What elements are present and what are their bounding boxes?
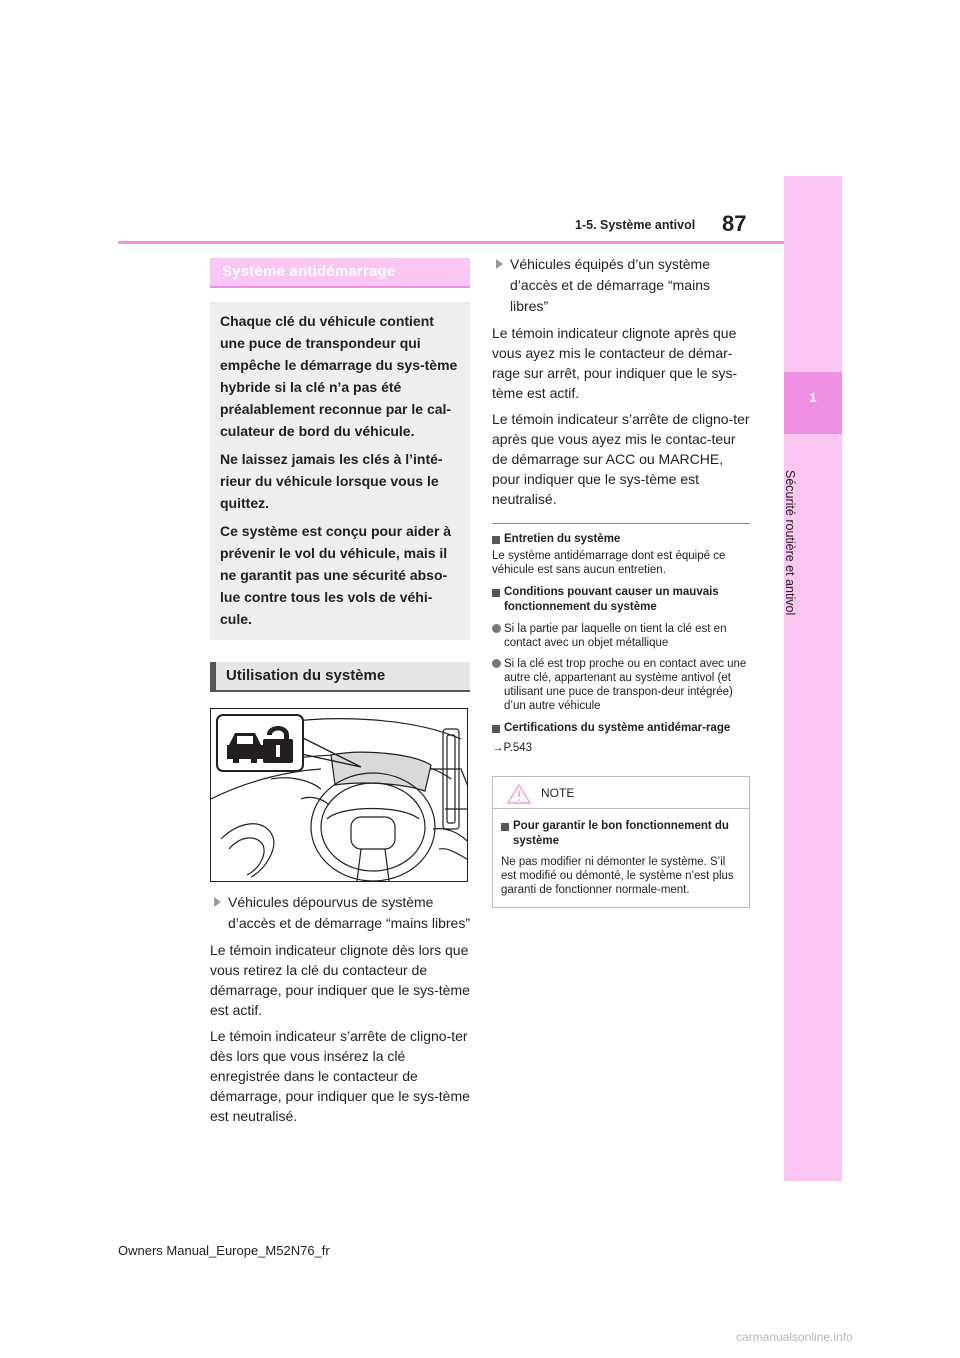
warning-triangle-icon [507,784,531,804]
paragraph: Le témoin indicateur clignote après que vous ayez mis le contacteur de démar-rage sur arrêt, pour indiquer que le sys-tème est actif. [492,325,738,401]
page-reference-link[interactable]: →P.543 [492,742,533,754]
intro-paragraph: Chaque clé du véhicule contient une puce de transpondeur qui empêche le démarrage du sys-tème hybride si la clé n’a pas été préalablement reconnue par le cal-culateur de bord du véhicule. [220,313,458,439]
paragraph: Le témoin indicateur clignote dès lors que vous retirez la clé du contacteur de démarrage, pour indiquer que le sys-tème est actif. [210,942,470,1018]
right-column [492,254,750,908]
subheading-conditions: Conditions pouvant causer un mauvais fonctionnement du système [492,585,750,615]
paragraph: Le témoin indicateur s’arrête de cligno-ter après que vous ayez mis le contac-teur de démarrage sur ACC ou MARCHE, pour indiquer que le sys-tème est neutralisé. [492,411,750,507]
section-heading-usage: Utilisation du système [210,662,470,692]
divider [492,523,750,524]
subheading-certifications: Certifications du système antidémar-rage [492,721,750,736]
note-box [492,776,750,908]
paragraph: Le témoin indicateur s’arrête de cligno-ter dès lors que vous insérez la clé enregistrée dans le contacteur de démarrage, pour indiquer que le sys-tème est neutralisé. [210,1028,470,1124]
note-label: NOTE [541,786,575,800]
section-title: 1-5. Système antivol [575,218,696,232]
chapter-number: 1 [809,390,817,405]
chapter-label: Sécurité routière et antivol [783,470,797,616]
dashboard-illustration [210,708,468,882]
chapter-tab-strip [784,176,842,1181]
left-column [210,258,470,1126]
intro-paragraph: Ce système est conçu pour aider à prévenir le vol du véhicule, mais il ne garantit pas une sécurité abso-lue contre tous les vols de véhi-cule. [220,523,452,627]
note-text: Ne pas modifier ni démonter le système. S’il est modifié ou démonté, le système n’est plus garanti de fonctionner normale-ment. [501,856,734,896]
bullet-without-smart-entry: Véhicules dépourvus de système d’accès et de démarrage “mains libres” [210,892,470,934]
watermark: carmanualsonline.info [736,1330,853,1344]
manual-id: Owners Manual_Europe_M52N76_fr [118,1243,330,1258]
intro-paragraph: Ne laissez jamais les clés à l’inté-rieur du véhicule lorsque vous le quittez. [220,451,443,511]
note-title: Pour garantir le bon fonctionnement du système [501,819,741,849]
intro-box [210,302,470,640]
bullet-with-smart-entry: Véhicules équipés d’un système d’accès et de démarrage “mains libres” [492,254,750,317]
condition-item: Si la partie par laquelle on tient la clé est en contact avec un objet métallique [492,622,750,650]
section-heading-immobilizer: Système antidémarrage [210,258,470,288]
note-header [493,777,749,809]
condition-item: Si la clé est trop proche ou en contact avec une autre clé, appartenant au système antivol (et utilisant une puce de transpon-deur intégrée) d’un autre véhicule [492,657,750,713]
maintenance-text: Le système antidémarrage dont est équipé ce véhicule est sans aucun entretien. [492,550,726,576]
subheading-maintenance: Entretien du système [492,532,750,547]
header-rule [118,241,784,244]
page-number: 87 [722,211,747,236]
